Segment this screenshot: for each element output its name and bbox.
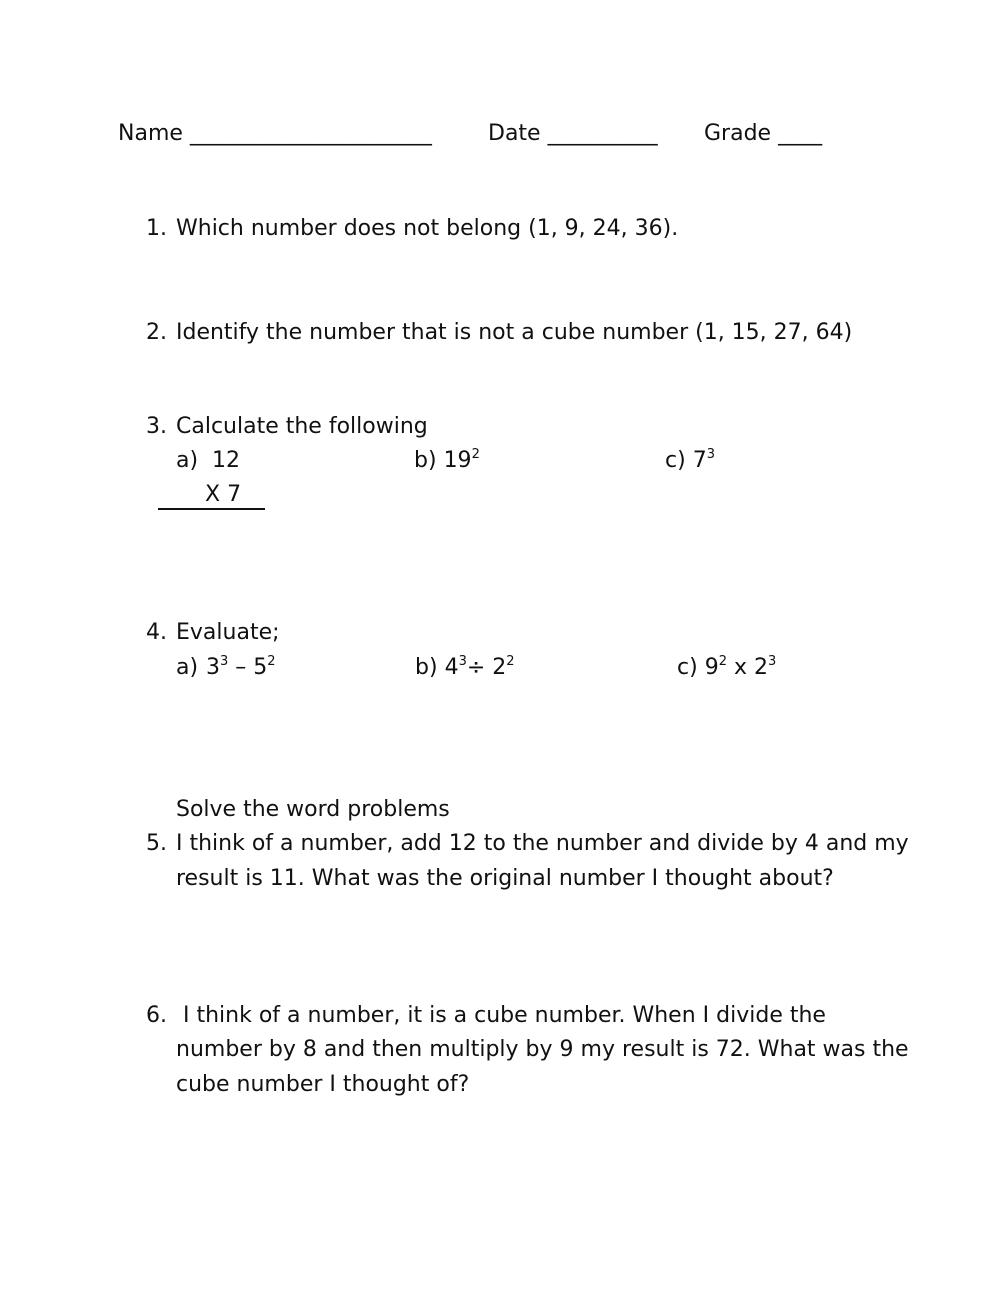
question-4c-label: c) (677, 655, 698, 680)
question-4a-label: a) (176, 655, 199, 680)
question-6-line-1: I think of a number, it is a cube number. When I divide the (176, 1003, 826, 1028)
question-3b-exponent: 2 (471, 447, 480, 462)
question-2-number: 2. (146, 320, 167, 345)
question-3b-base: 19 (443, 448, 472, 473)
question-4b-base2: 2 (492, 655, 507, 680)
question-4c-operator: x (726, 655, 754, 680)
question-3a-multiplier: X 7 (205, 482, 242, 507)
question-3b-label: b) (414, 448, 437, 473)
question-4a-exp1: 3 (220, 654, 229, 669)
question-3a-label: a) (176, 448, 199, 473)
question-4a-base2: 5 (253, 655, 268, 680)
date-field-label: Date __________ (488, 121, 658, 146)
question-4c-exp2: 3 (767, 654, 777, 669)
grade-field-label: Grade ____ (704, 121, 823, 146)
question-4-text: Evaluate; (176, 620, 280, 645)
question-3b (414, 447, 480, 475)
question-1-number: 1. (146, 216, 167, 241)
question-3a-underline (158, 508, 265, 510)
question-4b-exp2: 2 (506, 654, 515, 669)
question-5-line-1: I think of a number, add 12 to the number and divide by 4 and my (176, 831, 909, 856)
question-3c-label: c) (665, 448, 686, 473)
question-4b-operator: ÷ (466, 655, 493, 680)
question-4b (415, 654, 515, 682)
question-4c (677, 654, 776, 682)
question-5-number: 5. (146, 831, 167, 856)
question-6-line-3: cube number I thought of? (176, 1072, 470, 1097)
question-4c-base1: 9 (704, 655, 719, 680)
question-1-text: Which number does not belong (1, 9, 24, 36). (176, 216, 679, 241)
question-3c-base: 7 (692, 448, 707, 473)
question-4-number: 4. (146, 620, 167, 645)
question-3c-exponent: 3 (706, 447, 715, 462)
word-problems-heading: Solve the word problems (176, 797, 450, 822)
question-4a-operator: – (228, 655, 254, 680)
question-2-text: Identify the number that is not a cube number (1, 15, 27, 64) (176, 320, 853, 345)
question-6-number: 6. (146, 1003, 167, 1028)
question-3c (665, 447, 715, 475)
question-4a-expression (206, 654, 276, 682)
question-4c-exp1: 2 (718, 654, 727, 669)
name-field-label: Name ______________________ (118, 121, 432, 146)
question-4b-label: b) (415, 655, 438, 680)
question-3a-top-number: 12 (212, 448, 240, 473)
question-6-line-2: number by 8 and then multiply by 9 my result is 72. What was the (176, 1037, 909, 1062)
question-4b-exp1: 3 (458, 654, 467, 669)
question-4a-base1: 3 (206, 655, 220, 680)
question-3-number: 3. (146, 414, 167, 439)
question-3-text: Calculate the following (176, 414, 428, 439)
question-5-line-2: result is 11. What was the original number I thought about? (176, 866, 834, 891)
question-4a-exp2: 2 (267, 654, 276, 669)
question-4c-base2: 2 (753, 655, 768, 680)
question-4b-base1: 4 (444, 655, 459, 680)
